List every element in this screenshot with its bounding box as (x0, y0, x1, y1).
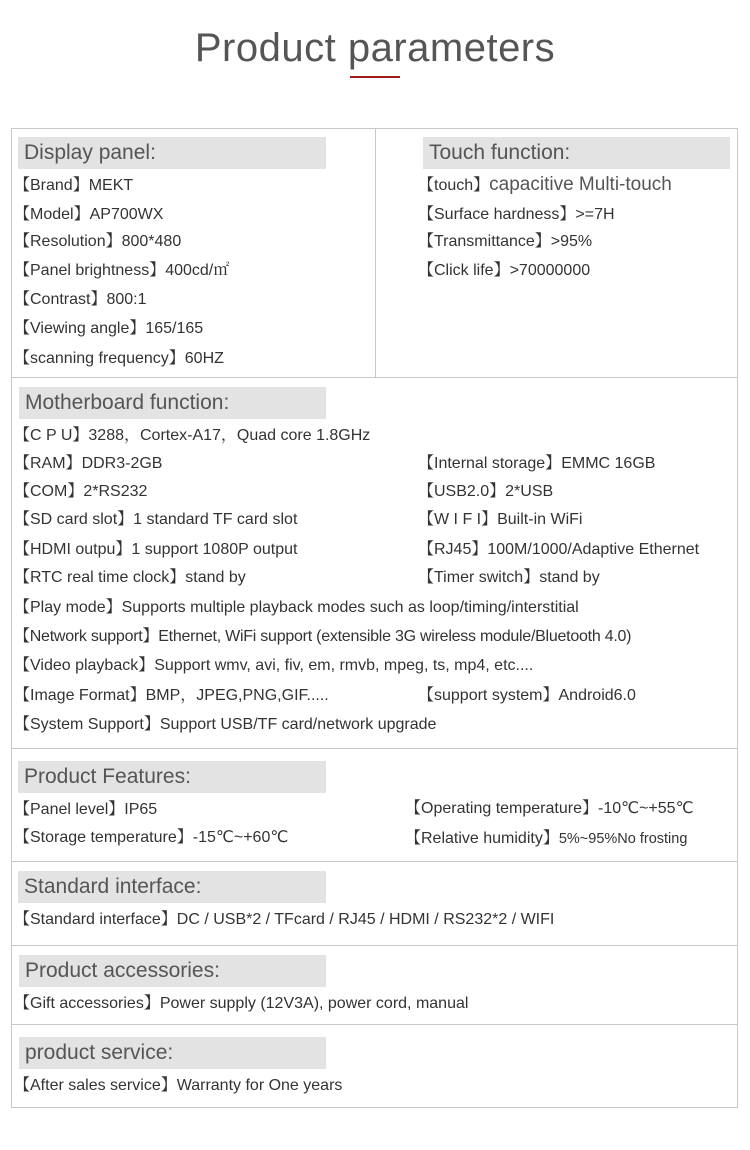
mb-row-image-format: 【Image Format】BMP，JPEG,PNG,GIF..... (14, 687, 329, 704)
features-row-operating-temperature: 【Operating temperature】-10℃~+55℃ (405, 800, 694, 817)
interface-row-standard-interface: 【Standard interface】DC / USB*2 / TFcard / RJ45 / HDMI / RS232*2 / WIFI (14, 911, 555, 928)
features-row-relative-humidity: 【Relative humidity】5%~95%No frosting (405, 830, 688, 847)
column-divider (375, 129, 376, 377)
mb-row-hdmi-output: 【HDMI outpu】1 support 1080P output (14, 541, 298, 558)
touch-row-touch: 【touch】capacitive Multi-touch (418, 174, 672, 195)
product-accessories-title: Product accessories: (19, 955, 326, 987)
mb-row-internal-storage: 【Internal storage】EMMC 16GB (418, 455, 656, 472)
product-features-title: Product Features: (18, 761, 326, 793)
touch-function-title: Touch function: (423, 137, 730, 169)
product-service-title: product service: (19, 1037, 326, 1069)
touch-row-click-life: 【Click life】>70000000 (418, 262, 591, 279)
title-underline (350, 76, 400, 78)
display-row-brightness: 【Panel brightness】400cd/㎡ (14, 262, 230, 279)
display-panel-title: Display panel: (18, 137, 326, 169)
display-row-contrast: 【Contrast】800:1 (14, 291, 147, 308)
accessories-row-gift: 【Gift accessories】Power supply (12V3A), power cord, manual (14, 995, 469, 1012)
mb-row-cpu: 【C P U】3288，Cortex-A17，Quad core 1.8GHz (14, 427, 371, 444)
mb-row-wifi: 【W I F I】Built-in WiFi (418, 511, 583, 528)
mb-row-ram: 【RAM】DDR3-2GB (14, 455, 163, 472)
service-row-after-sales: 【After sales service】Warranty for One years (14, 1077, 343, 1094)
display-row-model: 【Model】AP700WX (14, 206, 164, 223)
motherboard-title: Motherboard function: (19, 387, 326, 419)
display-row-brand: 【Brand】MEKT (14, 177, 134, 194)
touch-row-transmittance: 【Transmittance】>95% (418, 233, 593, 250)
display-row-scanning-frequency: 【scanning frequency】60HZ (14, 350, 224, 367)
mb-row-video-playback: 【Video playback】Support wmv, avi, fiv, em, rmvb, mpeg, ts, mp4, etc.... (14, 657, 534, 674)
standard-interface-title: Standard interface: (18, 871, 326, 903)
mb-row-play-mode: 【Play mode】Supports multiple playback modes such as loop/timing/interstitial (14, 599, 579, 616)
mb-row-network-support: 【Network support】Ethernet, WiFi support (extensible 3G wireless module/Bluetooth 4.0) (14, 628, 632, 645)
mb-row-usb: 【USB2.0】2*USB (418, 483, 554, 500)
mb-row-timer-switch: 【Timer switch】stand by (418, 569, 600, 586)
mb-row-rtc: 【RTC real time clock】stand by (14, 569, 246, 586)
mb-row-rj45: 【RJ45】100M/1000/Adaptive Ethernet (418, 541, 700, 558)
display-row-resolution: 【Resolution】800*480 (14, 233, 182, 250)
mb-row-support-system: 【support system】Android6.0 (418, 687, 636, 704)
mb-row-com: 【COM】2*RS232 (14, 483, 148, 500)
features-row-panel-level: 【Panel level】IP65 (14, 801, 158, 818)
mb-row-system-support: 【System Support】Support USB/TF card/network upgrade (14, 716, 437, 733)
touch-row-surface-hardness: 【Surface hardness】>=7H (418, 206, 615, 223)
display-row-viewing-angle: 【Viewing angle】165/165 (14, 320, 204, 337)
features-row-storage-temperature: 【Storage temperature】-15℃~+60℃ (14, 829, 289, 846)
page-title: Product parameters (194, 26, 556, 70)
mb-row-sd-card-slot: 【SD card slot】1 standard TF card slot (14, 511, 298, 528)
